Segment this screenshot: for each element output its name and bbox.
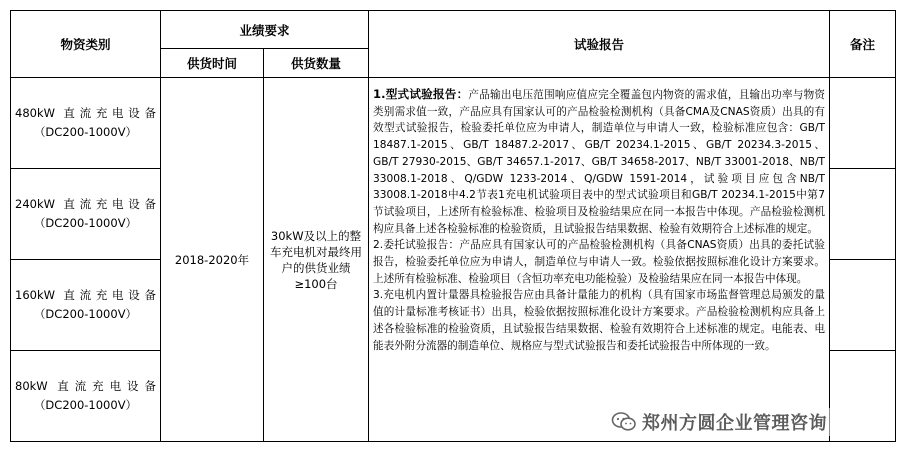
header-test-report: 试验报告 xyxy=(369,11,830,78)
table-row xyxy=(11,78,896,169)
wechat-icon xyxy=(611,411,637,433)
category-name: 240kW 直流充电设备 xyxy=(15,197,156,211)
supply-quantity-cell: 30kW及以上的整车充电机对最终用户的供货业绩≥100台 xyxy=(264,78,369,442)
category-cell xyxy=(11,169,161,260)
category-cell xyxy=(11,78,161,169)
requirements-table xyxy=(10,10,896,442)
supply-time-cell: 2018-2020年 xyxy=(161,78,264,442)
report-paragraph-2: 2.委托试验报告：产品应具有国家认可的产品检验检测机构（具备CNAS资质）出具的委托试验报告，检验委托单位应为申请人，制造单位与申请人一致。检验依据按照标准化设计方案要求。上述所有检验标准、检验项目（含恒功率充电功能检验）及检验结果应在同一本报告中体现。 xyxy=(373,239,826,285)
header-supply-time: 供货时间 xyxy=(161,49,264,78)
category-voltage: （DC200-1000V） xyxy=(33,216,138,230)
remarks-cell xyxy=(830,78,896,169)
category-cell xyxy=(11,260,161,351)
category-name: 160kW 直流充电设备 xyxy=(15,288,156,302)
header-performance: 业绩要求 xyxy=(161,11,369,49)
header-category: 物资类别 xyxy=(11,11,161,78)
report-p1-text: 产品输出电压范围响应值应完全覆盖包内物资的需求值，且输出功率与物资类别需求值一致，产品应具有国家认可的产品检验检测机构（具备CMA及CNAS资质）出具的有效型式试验报告，检验委托单位应为申请人，制造单位与申请人一致，检验标准应包含：GB/T 18487.1-2015、GB/T 18487.2-2017、GB/T 20234.1-2015、GB/T 20234.3-2015、GB/T 27930-2015、GB/T 34657.1-2017、GB/T 34658-2017、NB/T 33001-2018、NB/T 33008.1-2018、Q/GDW 1233-2014、Q/GDW 1591-2014，试验项目应包含NB/T 33008.1-2018中4.2节表1充电机试验项目表中的型式试验项目和GB/T 20234.1-2015中第7节试验项目，上述所有检验标准、检验项目及检验结果应在同一本报告中体现。产品检验检测机构应具备上述各检验标准的检验资质，且试验报告结果数据、检验有效期符合上述标准的规定。 xyxy=(373,89,826,235)
header-remarks: 备注 xyxy=(830,11,896,78)
watermark-text: 郑州方圆企业管理咨询 xyxy=(642,413,827,434)
watermark xyxy=(607,408,831,436)
category-cell xyxy=(11,351,161,442)
report-p1-title: 1.型式试验报告： xyxy=(373,87,469,101)
remarks-cell xyxy=(830,351,896,442)
report-paragraph-1 xyxy=(373,86,825,237)
category-voltage: （DC200-1000V） xyxy=(33,398,138,412)
report-paragraph-3: 3.充电机内置计量器具检验报告应由具备计量能力的机构（具有国家市场监督管理总局颁发的量值的计量标准考核证书）出具，检验依据按照标准化设计方案要求。产品检验检测机构应具备上述各检验标准的检验资质，且试验报告结果数据、检验有效期符合上述标准的规定。电能表、电能表外附分流器的制造单位、规格应与型式试验报告和委托试验报告中所体现的一致。 xyxy=(373,289,826,352)
remarks-cell xyxy=(830,169,896,260)
header-supply-quantity: 供货数量 xyxy=(264,49,369,78)
test-report-cell xyxy=(369,78,830,442)
category-voltage: （DC200-1000V） xyxy=(33,307,138,321)
category-name: 80kW 直流充电设备 xyxy=(15,379,156,393)
category-voltage: （DC200-1000V） xyxy=(33,125,138,139)
category-name: 480kW 直流充电设备 xyxy=(15,106,156,120)
remarks-cell xyxy=(830,260,896,351)
